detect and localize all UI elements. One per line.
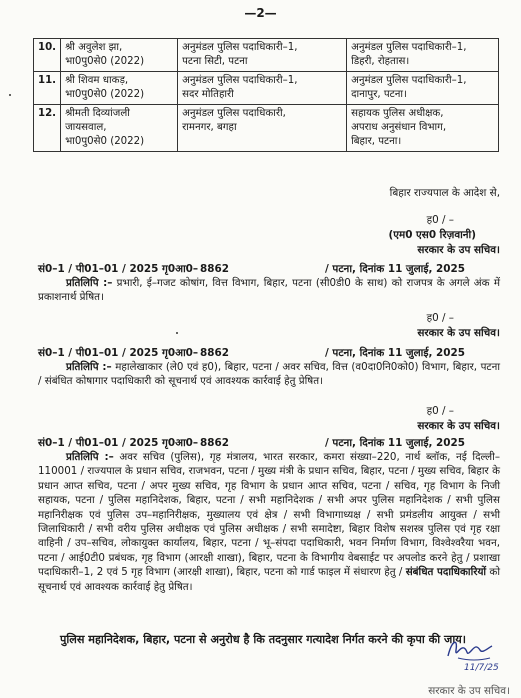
- current-posting-line: अनुमंडल पुलिस पदाधिकारी–1,: [182, 42, 298, 53]
- current-posting-line: पटना सिटी, पटना: [182, 56, 248, 67]
- table-row: [34, 39, 499, 72]
- new-posting-line: अनुमंडल पुलिस पदाधिकारी–1,: [351, 75, 467, 86]
- governor-order: बिहार राज्यपाल के आदेश से,: [389, 187, 500, 199]
- new-posting: [347, 105, 499, 152]
- new-posting-line: अपराध अनुसंधान विभाग,: [351, 122, 447, 133]
- officer-name-line: श्री शिवम धाकड़,: [65, 75, 129, 86]
- copy-lead: प्रतिलिपि :–: [66, 451, 114, 463]
- new-posting-line: अनुमंडल पुलिस पदाधिकारी–1,: [351, 42, 467, 53]
- copy-tail: को सूचनार्थ एवं आवश्यक कार्रवाई हेतु प्रेषित।: [38, 566, 500, 593]
- current-posting-line: अनुमंडल पुलिस पदाधिकारी–1,: [182, 75, 298, 86]
- signer-designation: सरकार के उप सचिव।: [417, 327, 500, 339]
- current-posting-line: सदर मोतिहारी: [182, 89, 234, 100]
- new-posting-line: डिहरी, रोहतास।: [351, 56, 410, 67]
- ref-number: सं0–1 / पी01–01 / 2025 गृ0आ0–: [38, 263, 199, 275]
- copy-paragraph-1: [38, 276, 500, 305]
- ref-place-date: / पटना, दिनांक 11 जुलाई, 2025: [325, 437, 465, 449]
- signature-date: 11/7/25: [464, 663, 499, 672]
- officer-name-line: भा0पु0से0 (2022): [65, 89, 145, 100]
- signed-mark: ह0 / –: [426, 312, 454, 324]
- copy-paragraph-3: [38, 450, 500, 594]
- margin-dot: [9, 94, 11, 96]
- officer-name-line: श्री अवुलेश झा,: [65, 42, 123, 53]
- ref-place-date: / पटना, दिनांक 11 जुलाई, 2025: [325, 263, 465, 275]
- new-posting-line: दानापुर, पटना।: [351, 89, 407, 100]
- current-posting-line: रामनगर, बगहा: [182, 122, 237, 133]
- ref-memo: 8862: [200, 347, 229, 359]
- current-posting: [178, 72, 347, 105]
- copy-text: महालेखाकार (ले0 एवं ह0), बिहार, पटना / अवर सचिव, वित्त (व0दा0नि0को0) विभाग, बिहार, पटना / संबंधित कोषागार पदाधिकारी को सूचनार्थ एवं आवश्यक कार्रवाई हेतु प्रेषित।: [38, 361, 500, 388]
- current-posting: [178, 39, 347, 72]
- serial-number: 10.: [34, 39, 61, 72]
- officer-name-line: भा0पु0से0 (2022): [65, 136, 145, 147]
- table-row: [34, 72, 499, 105]
- bottom-designation: सरकार के उप सचिव।: [428, 685, 510, 697]
- ref-number: सं0–1 / पी01–01 / 2025 गृ0आ0–: [38, 347, 199, 359]
- officer-name: [61, 72, 178, 105]
- ref-number: सं0–1 / पी01–01 / 2025 गृ0आ0–: [38, 437, 199, 449]
- page-number: —2—: [244, 6, 277, 20]
- serial-number: 12.: [34, 105, 61, 152]
- copy-paragraph-2: [38, 360, 500, 389]
- copy-lead: प्रतिलिपि :–: [66, 361, 112, 373]
- copy-lead: प्रतिलिपि :–: [66, 277, 113, 289]
- serial-number: 11.: [34, 72, 61, 105]
- table-row: [34, 105, 499, 152]
- stray-dot: [176, 332, 178, 334]
- officer-name-line: भा0पु0से0 (2022): [65, 56, 145, 67]
- new-posting: [347, 72, 499, 105]
- ref-place-date: / पटना, दिनांक 11 जुलाई, 2025: [325, 347, 465, 359]
- officer-name-line: जायसवाल,: [65, 122, 107, 133]
- ref-memo: 8862: [200, 263, 229, 275]
- copy-text: अवर सचिव (पुलिस), गृह मंत्रालय, भारत सरकार, कमरा संख्या–220, नार्थ ब्लॉक, नई दिल्ली–110001 / राज्यपाल के प्रधान सचिव, राजभवन, पटना / मुख्य मंत्री के प्रधान सचिव, बिहार, पटना / मुख्य सचिव, बिहार के प्रधान आप्त सचिव, पटना / अपर मुख्य सचिव, गृह विभाग के प्रधान आप्त सचिव, पटना / सचिव, गृह विभाग के निजी सहायक, पटना / पुलिस महानिदेशक, बिहार, पटना / सभी महानिदेशक / सभी अपर पुलिस महानिदेशक / सभी पुलिस महानिरीक्षक एवं पुलिस उप–महानिरीक्षक, मुख्यालय एवं क्षेत्र / सभी विभागाध्यक्ष / सभी प्रमंडलीय आयुक्त / सभी जिलाधिकारी / सभी वरीय पुलिस अधीक्षक एवं पुलिस अधीक्षक / सभी समादेष्टा, बिहार विशेष सशस्त्र पुलिस एवं गृह रक्षा वाहिनी / उप–सचिव, लोकायुक्त कार्यालय, बिहार, पटना / भू–संपदा पदाधिकारी, भवन निर्माण विभाग, विश्वेश्वरैया भवन, पटना / आई0टी0 प्रबंधक, गृह विभाग (आरक्षी शाखा), बिहार, पटना के विभागीय वेबसाईट पर अपलोड करने हेतु / प्रशाखा पदाधिकारी–1, 2 एवं 5 गृह विभाग (आरक्षी शाखा), बिहार, पटना को गार्ड फाइल में संधारण हेतु /: [38, 451, 500, 579]
- closing-request: पुलिस महानिदेशक, बिहार, पटना से अनुरोध है कि तदनुसार गत्यादेश निर्गत करने की कृपा की जाय।: [60, 633, 466, 646]
- transfer-table: [33, 38, 499, 152]
- new-posting: [347, 39, 499, 72]
- officer-name: [61, 105, 178, 152]
- ref-memo: 8862: [200, 437, 229, 449]
- signer-name: (एम0 एस0 रिज़वानी): [388, 229, 476, 241]
- current-posting-line: अनुमंडल पुलिस पदाधिकारी,: [182, 108, 286, 119]
- officer-name-line: श्रीमती दिव्यांजली: [65, 108, 130, 119]
- signed-mark: ह0 / –: [426, 214, 454, 226]
- signer-designation: सरकार के उप सचिव।: [417, 244, 500, 256]
- signer-designation: सरकार के उप सचिव।: [417, 420, 500, 432]
- copy-tail-bold: संबंधित पदाधिकारियों: [405, 566, 487, 579]
- new-posting-line: बिहार, पटना।: [351, 136, 402, 147]
- current-posting: [178, 105, 347, 152]
- handwritten-signature: [444, 628, 510, 672]
- copy-text: प्रभारी, ई–गजट कोषांग, वित्त विभाग, बिहार, पटना (सी0डी0 के साथ) को राजपत्र के अगले अंक में प्रकाशनार्थ प्रेषित।: [38, 277, 500, 304]
- new-posting-line: सहायक पुलिस अधीक्षक,: [351, 108, 444, 119]
- signed-mark: ह0 / –: [426, 405, 454, 417]
- officer-name: [61, 39, 178, 72]
